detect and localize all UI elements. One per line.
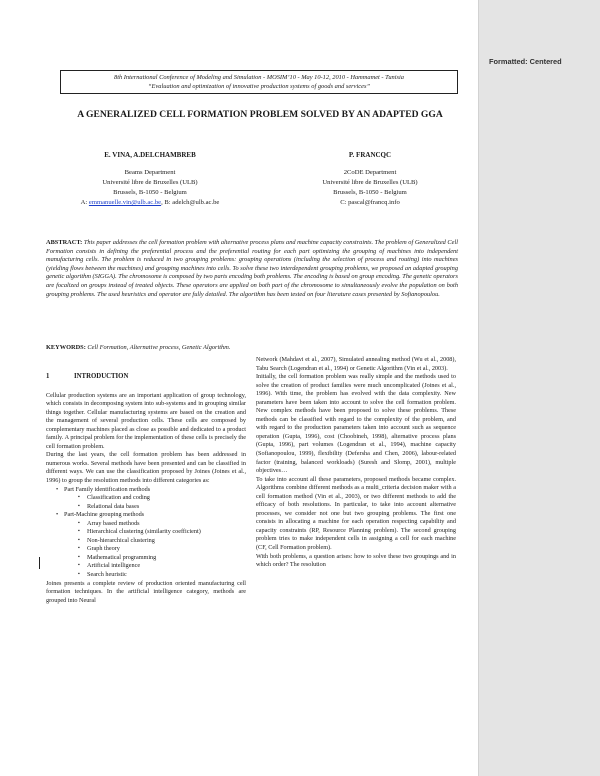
list-item bbox=[56, 486, 246, 512]
comment-pane[interactable] bbox=[478, 0, 600, 776]
sub-list bbox=[64, 520, 246, 580]
author-emails-left bbox=[60, 198, 240, 208]
sub-list-item: ▪ Non-hierarchical clustering bbox=[78, 537, 246, 546]
sub-list-item: ▪ Array based methods bbox=[78, 520, 246, 529]
intro-paragraph-1: Cellular production systems are an important application of group technology, which consists in decomposing system into sub-systems and in grouping similar things together. Cellular manufacturing systems are based on the creation and the management of several production cells. These cells are composed by complementary machines placed as close as possible and dedicated to a product family. A principal problem for the implementation of these cells is precisely the cell formation problem. bbox=[46, 391, 246, 450]
sub-list-item: ▪ Search heuristic bbox=[78, 571, 246, 580]
method-category-list bbox=[46, 486, 246, 580]
sub-list-item: ▪ Artificial intelligence bbox=[78, 562, 246, 571]
list-item-label: Part Family identification methods bbox=[64, 485, 151, 493]
author-city-right: Brussels, B-1050 - Belgium bbox=[333, 189, 407, 196]
intro-paragraph-2: During the last years, the cell formation problem has been addressed in numerous works. Several methods have been presented and can be classified in different ways. We can use the classification proposed by Joines (Joines et al., 1996) to group the resolution methods into different categories as: bbox=[46, 451, 246, 485]
section-title: INTRODUCTION bbox=[74, 373, 129, 380]
sub-list-item: ▪ Graph theory bbox=[78, 545, 246, 554]
sub-list-item: ▪ Mathematical programming bbox=[78, 554, 246, 563]
author-block-right bbox=[280, 150, 460, 208]
sub-list-item: ▪ Hierarchical clustering (similarity coefficient) bbox=[78, 528, 246, 537]
keywords bbox=[46, 343, 458, 352]
right-paragraph-4: With both problems, a question arises: how to solve these two groupings and in which order? The resolution bbox=[256, 552, 456, 569]
list-item-label: Part-Machine grouping methods bbox=[64, 511, 145, 519]
sub-list-item: ▪ Relational data bases bbox=[78, 503, 246, 512]
email-link-vin[interactable]: emmanuelle.vin@ulb.ac.be bbox=[88, 199, 162, 206]
author-institution-right: Université libre de Bruxelles (ULB) bbox=[322, 179, 418, 186]
email-separator: , B: bbox=[161, 199, 173, 206]
section-number: 1 bbox=[46, 373, 50, 380]
author-names-right: P. FRANCQC bbox=[348, 151, 392, 159]
right-paragraph-1: Network (Mahdavi et al., 2007), Simulated annealing method (Wu et al., 2008), Tabu Search (Logendran et al., 1994) or Genetic Algorithm (Vin et al., 2003). bbox=[256, 356, 456, 372]
conference-line: 8th International Conference of Modeling and Simulation - MOSIM’10 - May 10-12, 2010 - Hammamet - Tunisia bbox=[114, 74, 404, 81]
section-heading bbox=[46, 373, 246, 382]
author-institution-left: Université libre de Bruxelles (ULB) bbox=[102, 179, 198, 186]
left-column bbox=[46, 356, 246, 605]
right-column bbox=[256, 356, 456, 570]
author-city-left: Brussels, B-1050 - Belgium bbox=[113, 189, 187, 196]
email-prefix: A: bbox=[80, 199, 89, 206]
conference-theme: “Evaluation and optimization of innovative production systems of goods and services” bbox=[148, 83, 370, 90]
keywords-label: KEYWORDS: bbox=[46, 344, 86, 351]
abstract-label: ABSTRACT: bbox=[46, 239, 83, 246]
author-dept-left: Beams Department bbox=[124, 169, 176, 176]
sub-list-item: ▪ Classification and coding bbox=[78, 494, 246, 503]
intro-paragraph-3: Joines presents a complete review of production oriented manufacturing cell formation techniques. In the artificial intelligence category, methods are grouped into Neural bbox=[46, 579, 246, 604]
author-dept-right: 2CoDE Department bbox=[343, 169, 397, 176]
comment-formatted-label[interactable]: Formatted: Centered bbox=[489, 57, 562, 66]
author-block-left bbox=[60, 150, 240, 208]
list-item bbox=[56, 511, 246, 579]
text-cursor bbox=[39, 557, 40, 569]
abstract-text: This paper addresses the cell formation problem with alternative process plans and machine capacity constraints. The problem of Generalized Cell Formation consists in defining the preferential process and the preferential routing for each part optimizing the grouping of machines into independent manufacturing cells. The problem is reduced in two grouping problems: grouping operations (including the selection of process and routing) into machines (yielding flows between the machines) and grouping machines into cells. To solve these two interdependent grouping problems, we proposed an adapted grouping genetic algorithm (SIGGA). The chromosome is composed by two parts encoding both problems. The encoding is based on group encoding. The genetic operators are focalized on groups instead of treated objects. These operators are applied on both part of the chromosome to simultaneously evolve the population on both grouping problems. The used heuristics and operator are fully detailed. The algorithm has been tested on four literature cases presented by Sofianopoulou. bbox=[46, 239, 458, 298]
author-email-right: C: pascal@francq.info bbox=[340, 199, 400, 206]
paper-title: A GENERALIZED CELL FORMATION PROBLEM SOLVED BY AN ADAPTED GGA bbox=[77, 109, 443, 120]
right-paragraph-3: To take into account all these parameters, proposed methods became complex. Algorithms combine different methods as a multi_criteria decision maker with a cell formation method (Vin et al., 2003), or two different methods to add the efficacy of both resolutions. In particular, to take into account alternative processes, we consider not one but two grouping problems. The first one consists in allocating a machine for each operation respecting capability and capacity constraints (RP, Resource Planning problem). The second grouping problem tries to make independent cells in assigning a cell for each machine (CF, Cell Formation problem). bbox=[256, 475, 456, 552]
abstract bbox=[46, 239, 458, 299]
author-names-left: E. VINA, A.DELCHAMBREB bbox=[104, 151, 196, 159]
sub-list bbox=[64, 494, 246, 511]
keywords-text: Cell Formation, Alternative process, Genetic Algorithm. bbox=[87, 344, 231, 351]
email-delchambre: adelch@ulb.ac.be bbox=[172, 199, 220, 206]
right-paragraph-2: Initially, the cell formation problem was really simple and the methods used to solve the creation of product families were much uncomplicated (Joines et al., 1996). With time, the problem has evolved with the data complexity. New parameters have been taken into account to solve the cell formation problem. New complex methods have been proposed to solve these problems. These methods can be classified with regard to the complexity of the problem, and with regard to the production parameters taken into account such as sequence operation (Gupta, 1996), cost (Choobineh, 1998), alternative process plans (Gupta, 1996), part volumes (Logendran et al., 1994), machine capacity (Sofianopoulou, 1999), flexibility (Defersha and Chen, 2006), labour-related factor (training, balanced workloads) (Suresh and Slomp, 2001), multiple objectives… bbox=[256, 373, 456, 475]
conference-header-box bbox=[60, 70, 458, 94]
